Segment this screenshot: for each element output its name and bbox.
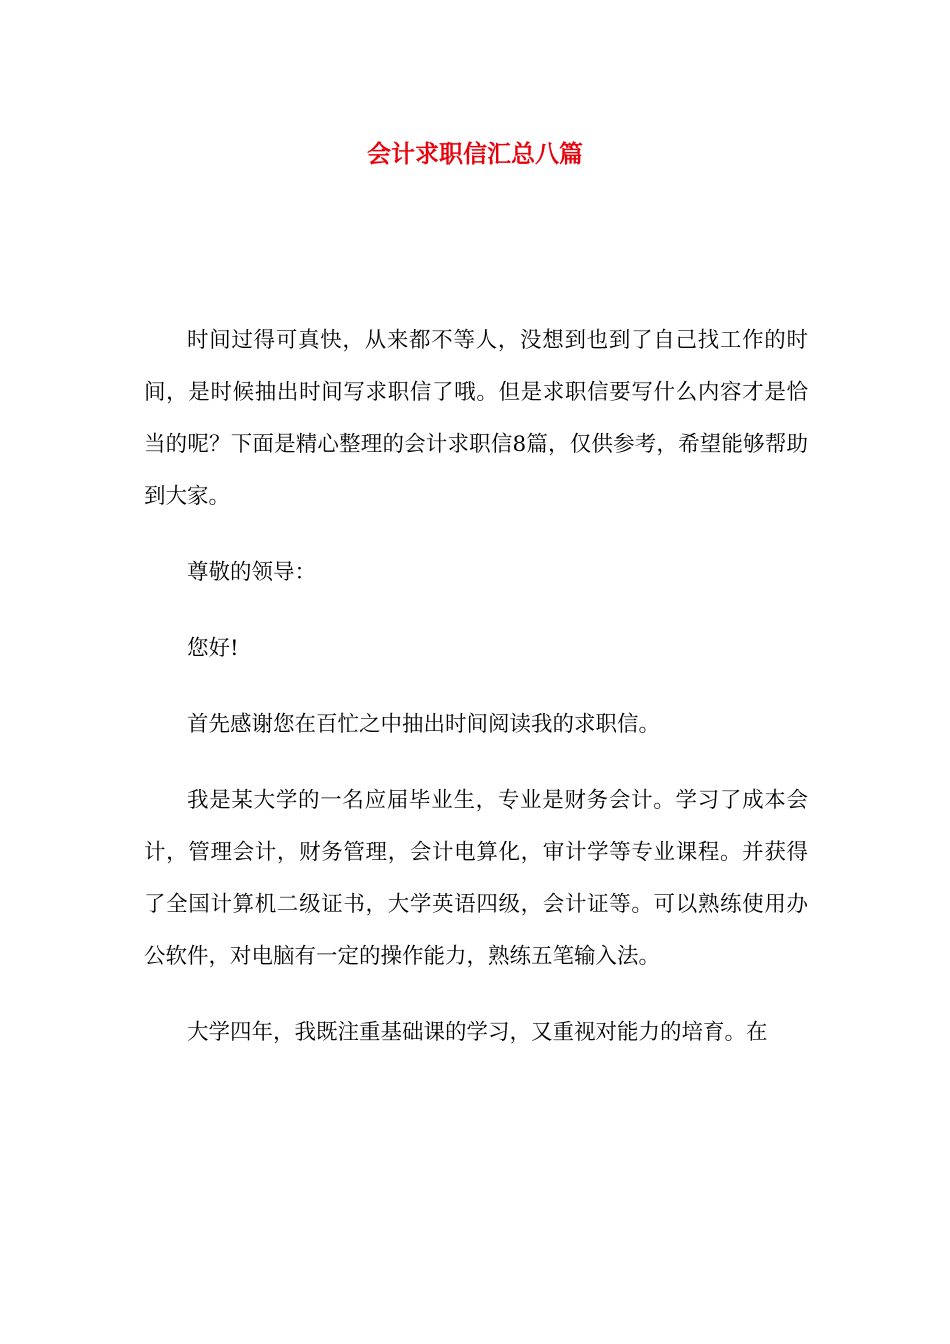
paragraph-background: 我是某大学的一名应届毕业生，专业是财务会计。学习了成本会计，管理会计，财务管理，会计电算化，审计学等专业课程。并获得了全国计算机二级证书，大学英语四级，会计证等。可以熟练使用办公软件，对电脑有一定的操作能力，熟练五笔输入法。 (144, 788, 808, 969)
paragraph-greeting: 您好! (187, 636, 239, 661)
document-body (144, 315, 808, 1059)
paragraph-intro: 时间过得可真快，从来都不等人，没想到也到了自己找工作的时间，是时候抽出时间写求职信了哦。但是求职信要写什么内容才是恰当的呢？下面是精心整理的会计求职信8篇，仅供参考，希望能够帮助到大家。 (144, 328, 808, 509)
paragraph-university: 大学四年，我既注重基础课的学习，又重视对能力的培育。在 (187, 1020, 768, 1045)
paragraph-salutation: 尊敬的领导： (187, 560, 317, 585)
document-title: 会计求职信汇总八篇 (367, 139, 583, 168)
paragraph-thanks: 首先感谢您在百忙之中抽出时间阅读我的求职信。 (187, 712, 661, 737)
